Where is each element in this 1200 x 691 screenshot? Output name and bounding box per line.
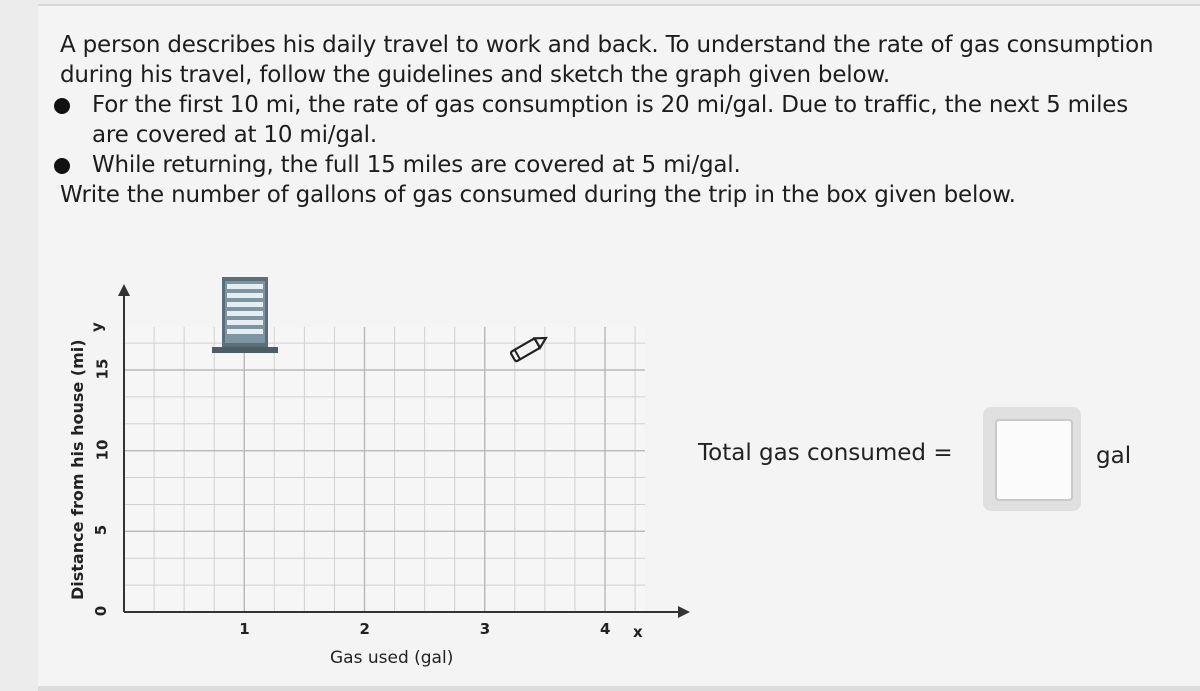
x-tick-label: 1 <box>239 620 250 638</box>
answer-box <box>983 407 1081 511</box>
x-axis-name: x <box>633 623 643 641</box>
total-gas-label: Total gas consumed = <box>698 440 953 466</box>
y-axis-name: y <box>88 322 106 332</box>
bullet-text: While returning, the full 15 miles are covered at 5 mi/gal. <box>92 152 741 178</box>
unit-label: gal <box>1096 443 1132 469</box>
building-icon[interactable] <box>212 275 278 357</box>
x-tick-label: 4 <box>600 620 611 638</box>
y-tick-label: 0 <box>92 605 111 617</box>
answer-input[interactable] <box>995 419 1073 501</box>
y-tick-label: 5 <box>92 525 111 536</box>
problem-instruction: Write the number of gallons of gas consumed during the trip in the box given below. <box>60 182 1016 208</box>
x-tick-label: 2 <box>359 620 370 638</box>
x-axis-arrow <box>678 606 690 618</box>
y-axis-arrow <box>118 284 130 296</box>
bullet-text: For the first 10 mi, the rate of gas consumption is 20 mi/gal. Due to traffic, the next 5 miles are covered at 10 mi/gal. <box>92 92 1129 148</box>
y-axis-label: Distance from his house (mi) <box>68 339 87 600</box>
y-tick-label: 10 <box>93 439 112 461</box>
pencil-icon[interactable] <box>505 330 551 368</box>
y-tick-label: 15 <box>93 358 112 380</box>
x-tick-label: 3 <box>479 620 491 638</box>
problem-intro: A person describes his daily travel to work and back. To understand the rate of gas consumption during his travel, follow the guidelines and sketch the graph given below. <box>60 32 1154 88</box>
x-axis-label: Gas used (gal) <box>330 648 454 668</box>
